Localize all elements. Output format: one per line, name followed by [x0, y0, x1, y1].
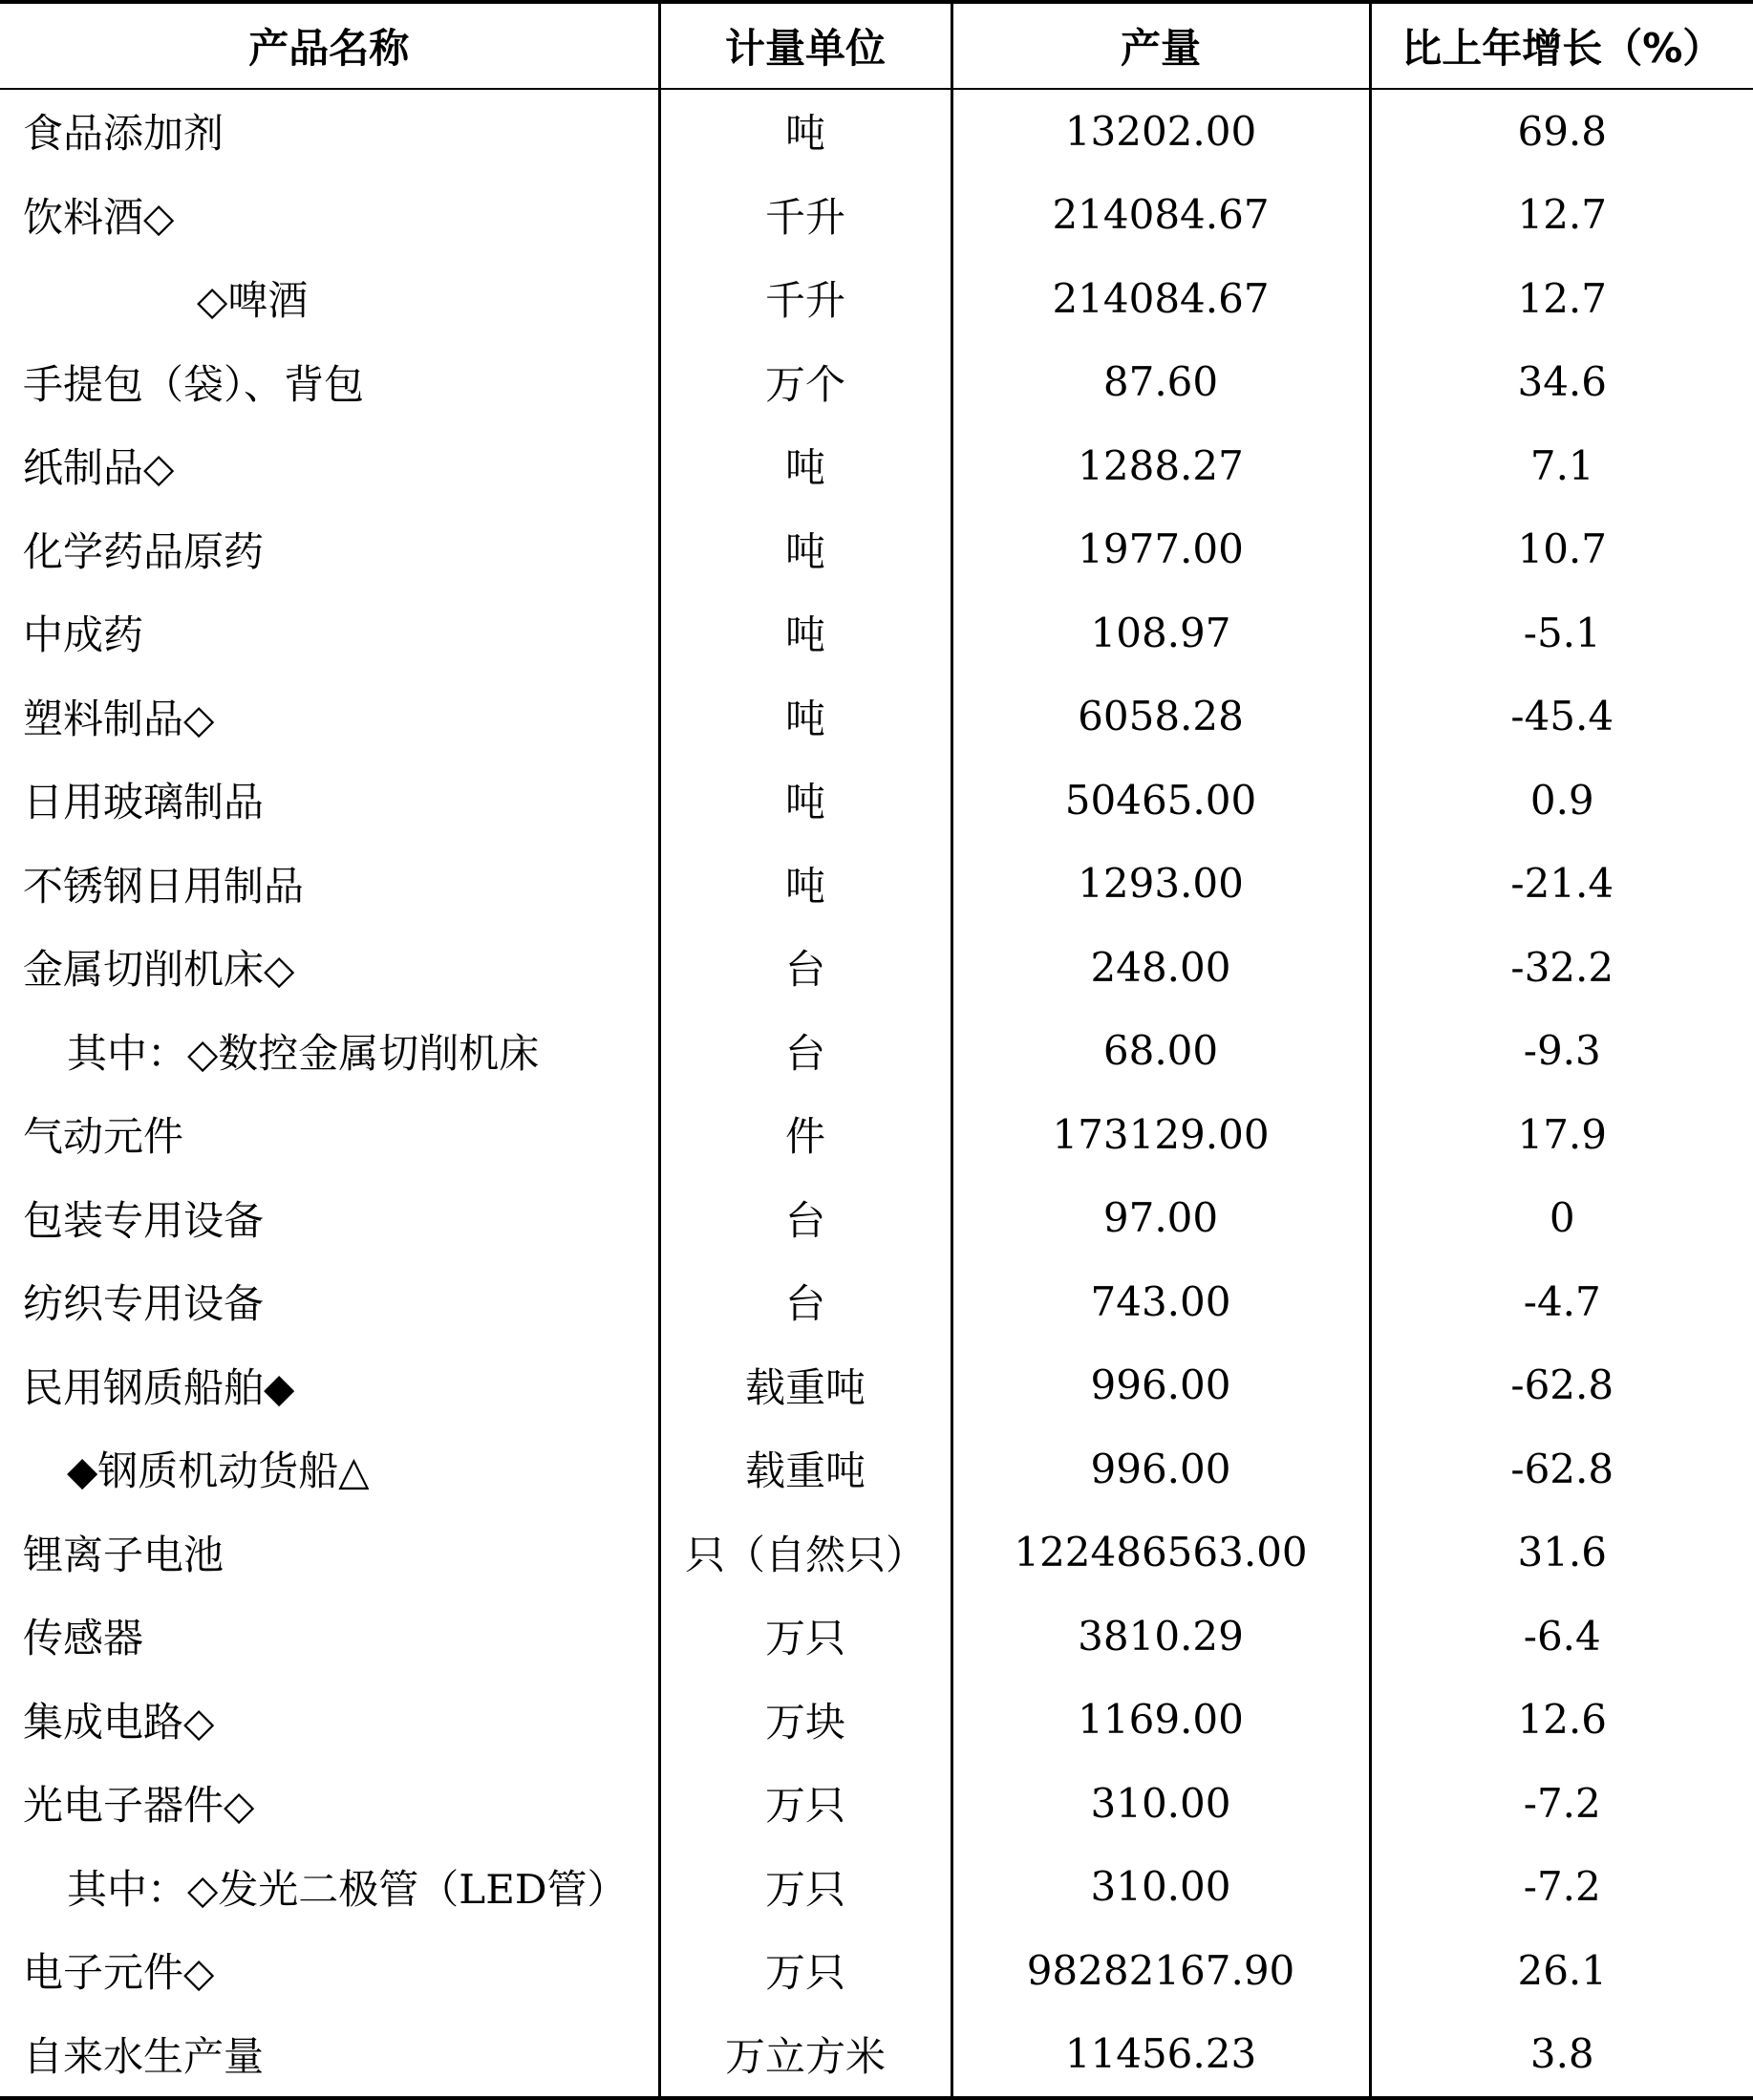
growth-cell: -5.1	[1370, 591, 1753, 675]
table-row	[0, 1929, 1753, 2013]
product-name-cell: ◆钢质机动货船△	[67, 1447, 370, 1495]
growth-cell: -62.8	[1370, 1343, 1753, 1427]
table-row	[0, 1427, 1753, 1511]
unit-cell: 台	[659, 926, 951, 1010]
unit-cell: 吨	[659, 507, 951, 591]
product-name-cell: 锂离子电池	[23, 1531, 224, 1578]
unit-cell: 吨	[659, 759, 951, 843]
table-row	[0, 675, 1753, 759]
product-name-cell: 传感器	[23, 1615, 144, 1662]
unit-cell: 吨	[659, 675, 951, 759]
header-unit: 计量单位	[659, 2, 951, 89]
table-row	[0, 1511, 1753, 1595]
growth-cell: 7.1	[1370, 424, 1753, 508]
product-name-cell: 纸制品◇	[23, 444, 175, 492]
product-name-cell: 中成药	[23, 611, 144, 659]
growth-cell: -6.4	[1370, 1595, 1753, 1679]
unit-cell: 万块	[659, 1678, 951, 1762]
product-name-cell: ◇啤酒	[197, 277, 309, 325]
growth-cell: -4.7	[1370, 1260, 1753, 1344]
unit-cell: 台	[659, 1176, 951, 1260]
growth-cell: -9.3	[1370, 1009, 1753, 1093]
table-row	[0, 257, 1753, 341]
output-cell: 13202.00	[951, 89, 1370, 174]
product-name-cell: 不锈钢日用制品	[23, 862, 305, 910]
table-row	[0, 1343, 1753, 1427]
table-row	[0, 1595, 1753, 1679]
output-cell: 1169.00	[951, 1678, 1370, 1762]
growth-cell: -32.2	[1370, 926, 1753, 1010]
product-name-cell: 气动元件	[23, 1113, 184, 1161]
output-cell: 743.00	[951, 1260, 1370, 1344]
unit-cell: 吨	[659, 591, 951, 675]
product-name-cell: 塑料制品◇	[23, 695, 215, 742]
product-name-cell: 饮料酒◇	[23, 193, 175, 241]
output-cell: 98282167.90	[951, 1929, 1370, 2013]
product-name-cell: 民用钢质船舶◆	[23, 1363, 295, 1411]
product-name-cell: 光电子器件◇	[23, 1782, 255, 1830]
output-cell: 248.00	[951, 926, 1370, 1010]
product-name-cell: 其中：◇发光二极管（LED管）	[67, 1865, 628, 1913]
unit-cell: 台	[659, 1009, 951, 1093]
output-cell: 996.00	[951, 1427, 1370, 1511]
product-name-cell: 金属切削机床◇	[23, 946, 295, 994]
header-growth: 比上年增长（%）	[1370, 2, 1753, 89]
growth-cell: 31.6	[1370, 1511, 1753, 1595]
growth-cell: 12.6	[1370, 1678, 1753, 1762]
output-cell: 214084.67	[951, 173, 1370, 257]
growth-cell: -62.8	[1370, 1427, 1753, 1511]
unit-cell: 吨	[659, 89, 951, 174]
unit-cell: 万只	[659, 1595, 951, 1679]
unit-cell: 万个	[659, 340, 951, 424]
product-name-cell: 纺织专用设备	[23, 1280, 265, 1328]
table-row	[0, 1093, 1753, 1177]
table-row	[0, 2012, 1753, 2098]
table-row	[0, 424, 1753, 508]
table-row	[0, 1845, 1753, 1929]
unit-cell: 万只	[659, 1762, 951, 1846]
output-cell: 1977.00	[951, 507, 1370, 591]
table-row	[0, 1678, 1753, 1762]
table-row	[0, 842, 1753, 926]
table-row	[0, 1176, 1753, 1260]
growth-cell: 12.7	[1370, 257, 1753, 341]
unit-cell: 件	[659, 1093, 951, 1177]
product-name-cell: 手提包（袋）、背包	[23, 360, 365, 408]
output-cell: 6058.28	[951, 675, 1370, 759]
table-row	[0, 507, 1753, 591]
table-row	[0, 1009, 1753, 1093]
unit-cell: 载重吨	[659, 1343, 951, 1427]
unit-cell: 万只	[659, 1845, 951, 1929]
output-cell: 50465.00	[951, 759, 1370, 843]
product-name-cell: 集成电路◇	[23, 1698, 215, 1746]
unit-cell: 吨	[659, 842, 951, 926]
output-cell: 68.00	[951, 1009, 1370, 1093]
output-cell: 996.00	[951, 1343, 1370, 1427]
growth-cell: 69.8	[1370, 89, 1753, 174]
header-product-name: 产品名称	[248, 24, 410, 72]
output-cell: 3810.29	[951, 1595, 1370, 1679]
output-cell: 214084.67	[951, 257, 1370, 341]
header-output: 产量	[951, 2, 1370, 89]
product-name-cell: 化学药品原药	[23, 527, 265, 575]
table-row	[0, 173, 1753, 257]
growth-cell: -7.2	[1370, 1762, 1753, 1846]
unit-cell: 万立方米	[659, 2012, 951, 2098]
product-name-cell: 其中：◇数控金属切削机床	[67, 1029, 540, 1077]
output-cell: 173129.00	[951, 1093, 1370, 1177]
growth-cell: -7.2	[1370, 1845, 1753, 1929]
growth-cell: 26.1	[1370, 1929, 1753, 2013]
growth-cell: 12.7	[1370, 173, 1753, 257]
table-row	[0, 759, 1753, 843]
unit-cell: 万只	[659, 1929, 951, 2013]
unit-cell: 吨	[659, 424, 951, 508]
output-cell: 87.60	[951, 340, 1370, 424]
table-row	[0, 1260, 1753, 1344]
growth-cell: -45.4	[1370, 675, 1753, 759]
output-cell: 122486563.00	[951, 1511, 1370, 1595]
output-cell: 1293.00	[951, 842, 1370, 926]
growth-cell: 3.8	[1370, 2012, 1753, 2098]
unit-cell: 台	[659, 1260, 951, 1344]
output-cell: 11456.23	[951, 2012, 1370, 2098]
growth-cell: 17.9	[1370, 1093, 1753, 1177]
product-name-cell: 自来水生产量	[23, 2032, 265, 2080]
table-row	[0, 340, 1753, 424]
output-cell: 108.97	[951, 591, 1370, 675]
table-row	[0, 1762, 1753, 1846]
product-name-cell: 包装专用设备	[23, 1196, 265, 1244]
product-name-cell: 日用玻璃制品	[23, 779, 265, 826]
output-cell: 1288.27	[951, 424, 1370, 508]
table-row	[0, 926, 1753, 1010]
unit-cell: 千升	[659, 257, 951, 341]
output-cell: 310.00	[951, 1845, 1370, 1929]
unit-cell: 千升	[659, 173, 951, 257]
output-cell: 97.00	[951, 1176, 1370, 1260]
output-cell: 310.00	[951, 1762, 1370, 1846]
product-name-cell: 电子元件◇	[23, 1949, 215, 1997]
table-row	[0, 89, 1753, 174]
growth-cell: 10.7	[1370, 507, 1753, 591]
growth-cell: -21.4	[1370, 842, 1753, 926]
unit-cell: 只（自然只）	[659, 1511, 951, 1595]
table-header-row	[0, 2, 1753, 89]
growth-cell: 0.9	[1370, 759, 1753, 843]
product-name-cell: 食品添加剂	[23, 110, 224, 158]
table-row	[0, 591, 1753, 675]
unit-cell: 载重吨	[659, 1427, 951, 1511]
growth-cell: 34.6	[1370, 340, 1753, 424]
growth-cell: 0	[1370, 1176, 1753, 1260]
